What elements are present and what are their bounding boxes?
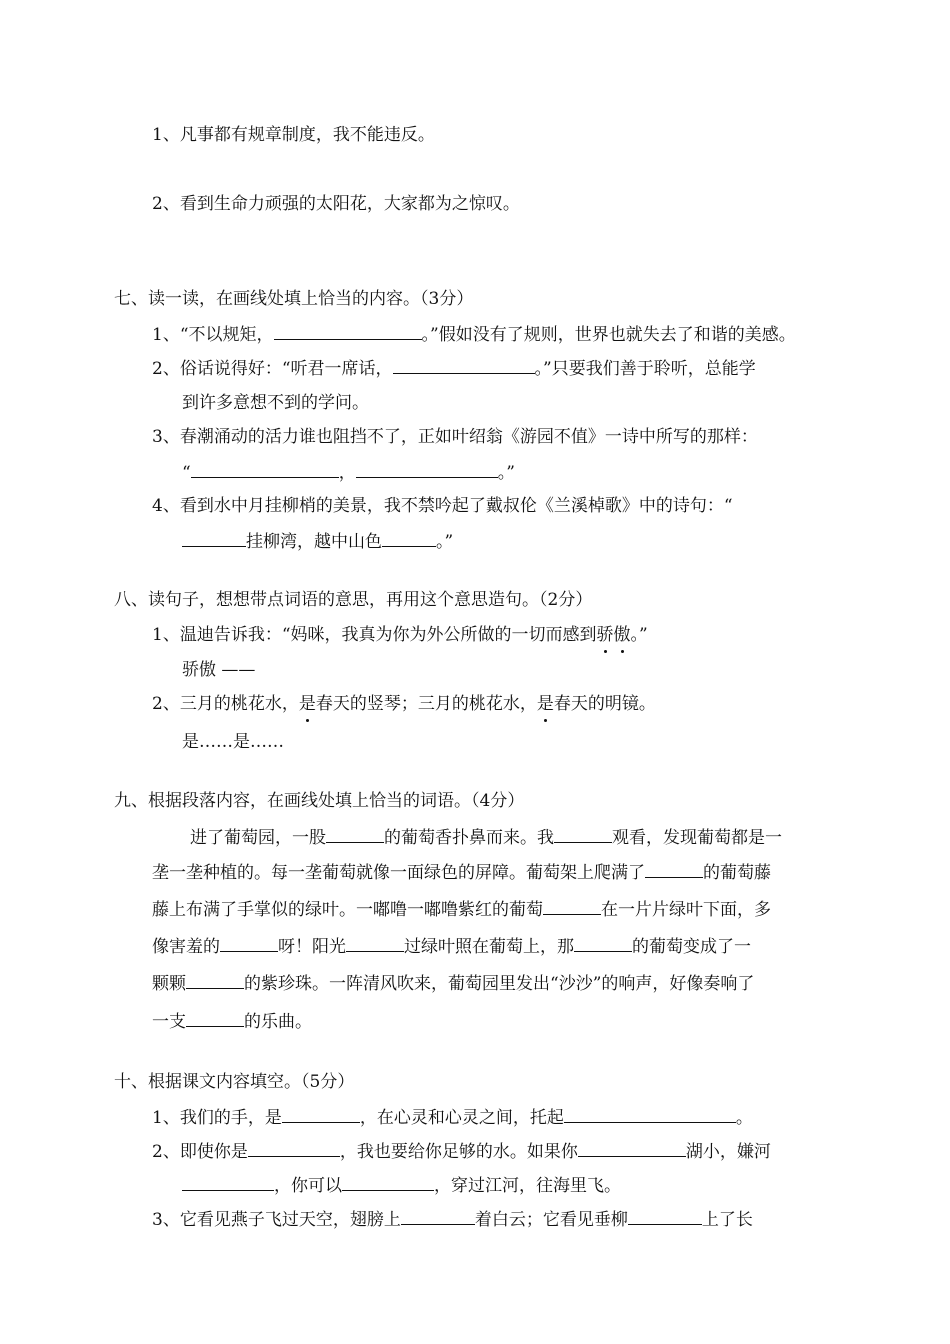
fill-blank[interactable] <box>182 530 246 547</box>
fill-blank[interactable] <box>274 323 422 340</box>
s10-item-3: 3、它看见燕子飞过天空，翅膀上 着白云；它看见垂柳 上了长 <box>152 1210 753 1230</box>
fill-blank[interactable] <box>578 1140 686 1157</box>
section-8-title: 八、读句子，想想带点词语的意思，再用这个意思造句。（2分） <box>114 590 593 610</box>
dotted-word: 傲 <box>613 625 631 645</box>
s8-item-2: 2、三月的桃花水，是春天的竖琴；三月的桃花水，是春天的明镜。 <box>152 694 656 714</box>
fill-blank[interactable] <box>191 461 339 478</box>
s10-item-2-cont: ，你可以 ，穿过江河，往海里飞。 <box>182 1174 621 1197</box>
fill-blank[interactable] <box>356 461 498 478</box>
fill-blank[interactable] <box>382 530 436 547</box>
fill-blank[interactable] <box>393 357 535 374</box>
s6-item-1: 1、凡事都有规章制度，我不能违反。 <box>152 125 435 145</box>
fill-blank[interactable] <box>401 1208 475 1225</box>
fill-blank[interactable] <box>326 826 384 843</box>
s7-item-4-cont: 挂柳湾，越中山色 。” <box>182 530 453 553</box>
s10-item-1: 1、我们的手，是 ，在心灵和心灵之间，托起 。 <box>152 1108 753 1128</box>
s9-line-1: 进了葡萄园，一股 的葡萄香扑鼻而来。我 观看，发现葡萄都是一 <box>190 828 782 848</box>
s7-item-3-cont: “ ， 。” <box>182 463 515 483</box>
s9-line-6: 一支 的乐曲。 <box>152 1012 312 1032</box>
s7-item-1: 1、“不以规矩， 。”假如没有了规则，世界也就失去了和谐的美感。 <box>152 325 796 345</box>
s9-line-4: 像害羞的 呀！阳光 过绿叶照在葡萄上，那 的葡萄变成了一 <box>152 937 751 957</box>
dotted-word: 骄 <box>596 625 614 645</box>
s8-answer-1: 骄傲 —— <box>182 660 256 680</box>
fill-blank[interactable] <box>186 1010 244 1027</box>
fill-blank[interactable] <box>220 935 278 952</box>
fill-blank[interactable] <box>645 861 703 878</box>
s7-item-3: 3、春潮涌动的活力谁也阻挡不了，正如叶绍翁《游园不值》一诗中所写的那样： <box>152 427 758 447</box>
fill-blank[interactable] <box>186 972 244 989</box>
section-9-title: 九、根据段落内容，在画线处填上恰当的词语。（4分） <box>114 791 525 811</box>
dotted-word: 是 <box>298 694 316 714</box>
fill-blank[interactable] <box>543 898 601 915</box>
fill-blank[interactable] <box>554 826 612 843</box>
s7-item-2-cont: 到许多意想不到的学问。 <box>182 393 369 413</box>
fill-blank[interactable] <box>342 1174 434 1191</box>
s9-line-5: 颗颗 的紫珍珠。一阵清风吹来，葡萄园里发出“沙沙”的响声，好像奏响了 <box>152 974 755 994</box>
fill-blank[interactable] <box>346 935 404 952</box>
s8-answer-2: 是……是…… <box>182 732 284 752</box>
s9-line-3: 藤上布满了手掌似的绿叶。一嘟噜一嘟噜紫红的葡萄 在一片片绿叶下面，多 <box>152 900 771 920</box>
s7-item-4: 4、看到水中月挂柳梢的美景，我不禁吟起了戴叔伦《兰溪棹歌》中的诗句：“ <box>152 496 733 516</box>
s8-item-1: 1、温迪告诉我：“妈咪，我真为你为外公所做的一切而感到骄傲。” <box>152 625 648 645</box>
dotted-word: 是 <box>536 694 554 714</box>
fill-blank[interactable] <box>282 1106 360 1123</box>
fill-blank[interactable] <box>628 1208 702 1225</box>
s6-item-2: 2、看到生命力顽强的太阳花，大家都为之惊叹。 <box>152 194 520 214</box>
fill-blank[interactable] <box>248 1140 340 1157</box>
s10-item-2: 2、即使你是 ，我也要给你足够的水。如果你 湖小，嫌河 <box>152 1142 771 1162</box>
fill-blank[interactable] <box>182 1174 274 1191</box>
fill-blank[interactable] <box>564 1106 736 1123</box>
s9-line-2: 垄一垄种植的。每一垄葡萄就像一面绿色的屏障。葡萄架上爬满了 的葡萄藤 <box>152 863 771 883</box>
section-10-title: 十、根据课文内容填空。（5分） <box>114 1072 355 1092</box>
fill-blank[interactable] <box>574 935 632 952</box>
s7-item-2: 2、俗话说得好：“听君一席话， 。”只要我们善于聆听，总能学 <box>152 359 756 379</box>
section-7-title: 七、读一读，在画线处填上恰当的内容。（3分） <box>114 289 474 309</box>
